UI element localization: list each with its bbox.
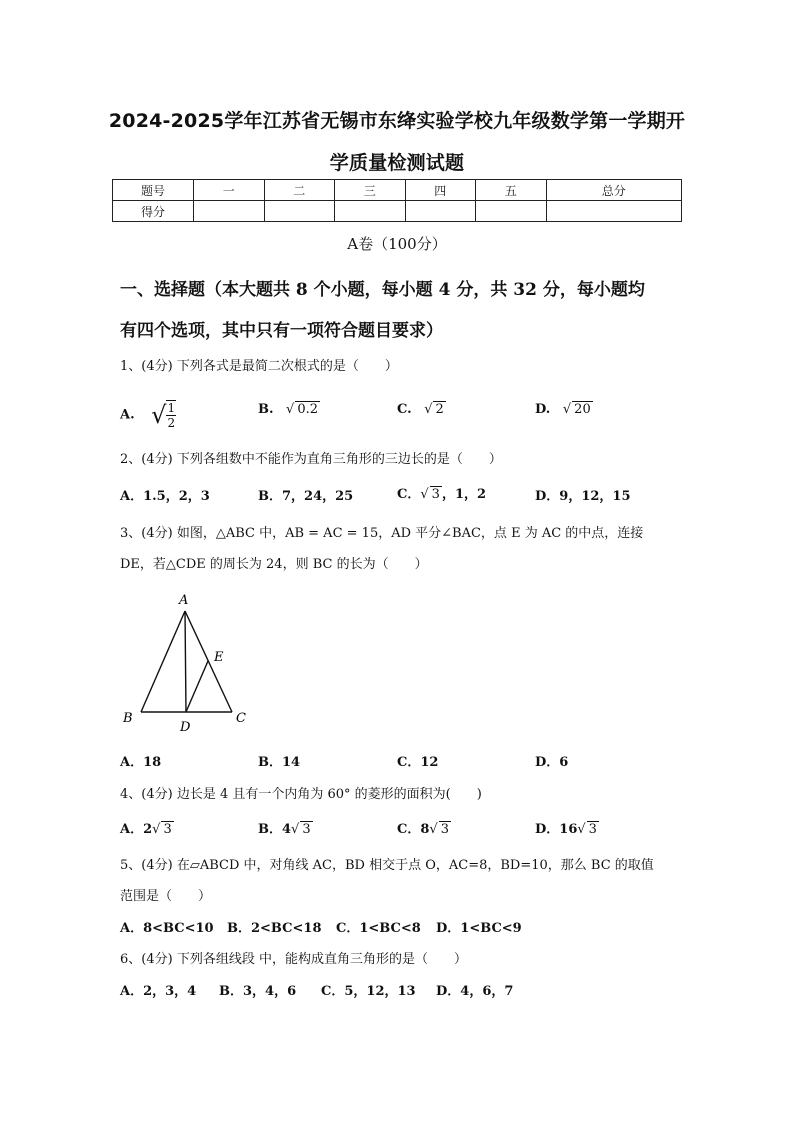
score-table-score-row [113,201,682,222]
score-header-cell: 二 [264,180,335,201]
q4-option-a-label: A．2 [120,822,153,837]
q4-option-c: C．8√ 3 [397,822,449,837]
q4-option-c-label: C．8 [397,822,430,837]
q1-option-a-label: A. [120,407,135,423]
q2-c-radicand: 3 [431,487,440,502]
q1-option-a [120,400,176,430]
score-header-cell: 五 [476,180,547,201]
score-row-label: 得分 [113,201,194,222]
page-title-line1: 2024-2025学年江苏省无锡市东绛实验学校九年级数学第一学期开 [108,110,686,132]
score-header-cell: 题号 [113,180,194,201]
q2-option-c-rest: ，1，2 [441,487,487,502]
question-4-stem: 4、(4分) 边长是 4 且有一个内角为 60° 的菱形的面积为( ) [120,787,482,802]
section-heading-line1: 一、选择题（本大题共 8 个小题，每小题 4 分，共 32 分，每小题均 [120,280,645,300]
score-cell [264,201,335,222]
score-header-cell: 四 [405,180,476,201]
q3-triangle-figure [115,588,265,736]
figure-label-b: B [123,711,133,726]
figure-segment-ad [185,611,186,712]
q6-option-c: C．5，12，13 [321,984,416,999]
question-2-stem: 2、(4分) 下列各组数中不能作为直角三角形的三边长的是（ ） [120,452,502,467]
q1-option-b-label: B. [258,402,274,417]
q5-option-b: B．2<BC<18 [227,921,322,936]
score-cell [194,201,265,222]
question-3-stem-line1: 3、(4分) 如图，△ABC 中，AB = AC = 15，AD 平分∠BAC，点 E 为 AC 的中点，连接 [120,526,644,541]
q4-option-d-label: D．16 [535,822,578,837]
q4-option-a: A．2√ 3 [120,822,172,837]
page-title-line2: 学质量检测试题 [329,152,465,174]
score-header-cell: 三 [335,180,406,201]
score-header-cell: 总分 [546,180,682,201]
q3-option-a: A．18 [120,755,162,770]
q6-option-b: B．3，4，6 [219,984,297,999]
q1-c-radicand: 2 [435,402,444,417]
q2-option-c-label: C． [397,487,421,502]
question-3-stem-line2: DE，若△CDE 的周长为 24，则 BC 的长为（ ） [120,557,428,572]
q4-c-radicand: 3 [440,822,449,837]
q4-option-b: B．4√ 3 [258,822,311,837]
figure-label-e: E [214,650,224,665]
q4-b-radicand: 3 [302,822,311,837]
q1-option-d: D. √ 20 [535,402,591,417]
q1-option-d-label: D. [535,402,551,417]
score-cell [476,201,547,222]
q6-option-a: A．2，3，4 [120,984,197,999]
score-table-header-row [113,180,682,201]
figure-label-c: C [236,711,246,726]
question-6-stem: 6、(4分) 下列各组线段 中，能构成直角三角形的是（ ） [120,952,467,967]
q4-option-d: D．16√ 3 [535,822,597,837]
q3-option-b: B．14 [258,755,301,770]
q3-option-c: C．12 [397,755,439,770]
figure-side-ab [141,611,185,712]
q1-a-denominator: 2 [167,416,176,430]
q5-option-d: D．1<BC<9 [436,921,522,936]
q2-option-c: C．√ 3 ，1，2 [397,487,487,502]
question-1-stem: 1、(4分) 下列各式是最简二次根式的是（ ） [120,359,398,374]
q5-option-c: C．1<BC<8 [336,921,421,936]
score-header-cell: 一 [194,180,265,201]
question-5-stem-line1: 5、(4分) 在▱ABCD 中，对角线 AC，BD 相交于点 O，AC=8，BD=10，那么 BC 的取值 [120,858,654,873]
paper-a-heading: A卷（100分） [347,235,447,253]
figure-segment-de [186,661,208,712]
q1-option-c: C. √ 2 [397,402,444,417]
q4-a-radicand: 3 [163,822,172,837]
q4-option-b-label: B．4 [258,822,292,837]
q1-option-c-label: C. [397,402,412,417]
figure-label-d: D [180,720,191,735]
q2-option-d: D．9，12，15 [535,489,631,504]
q3-option-d: D．6 [535,755,569,770]
figure-label-a: A [179,593,189,608]
q2-option-b: B．7，24，25 [258,489,354,504]
q1-b-radicand: 0.2 [297,402,319,417]
q5-option-a: A．8<BC<10 [120,921,214,936]
question-5-stem-line2: 范围是（ ） [120,889,212,904]
q6-option-d: D．4，6，7 [436,984,514,999]
q4-d-radicand: 3 [588,822,597,837]
score-cell [405,201,476,222]
q1-d-radicand: 20 [574,402,591,417]
q1-option-b: B. √ 0.2 [258,402,319,417]
q2-option-a: A．1.5，2，3 [120,489,210,504]
q1-option-a-radical: √ $\frac{1}{2}$ [151,401,176,430]
score-cell [546,201,682,222]
score-cell [335,201,406,222]
section-heading-line2: 有四个选项，其中只有一项符合题目要求） [120,321,443,341]
score-table [112,179,682,222]
q1-a-numerator: 1 [167,401,176,415]
